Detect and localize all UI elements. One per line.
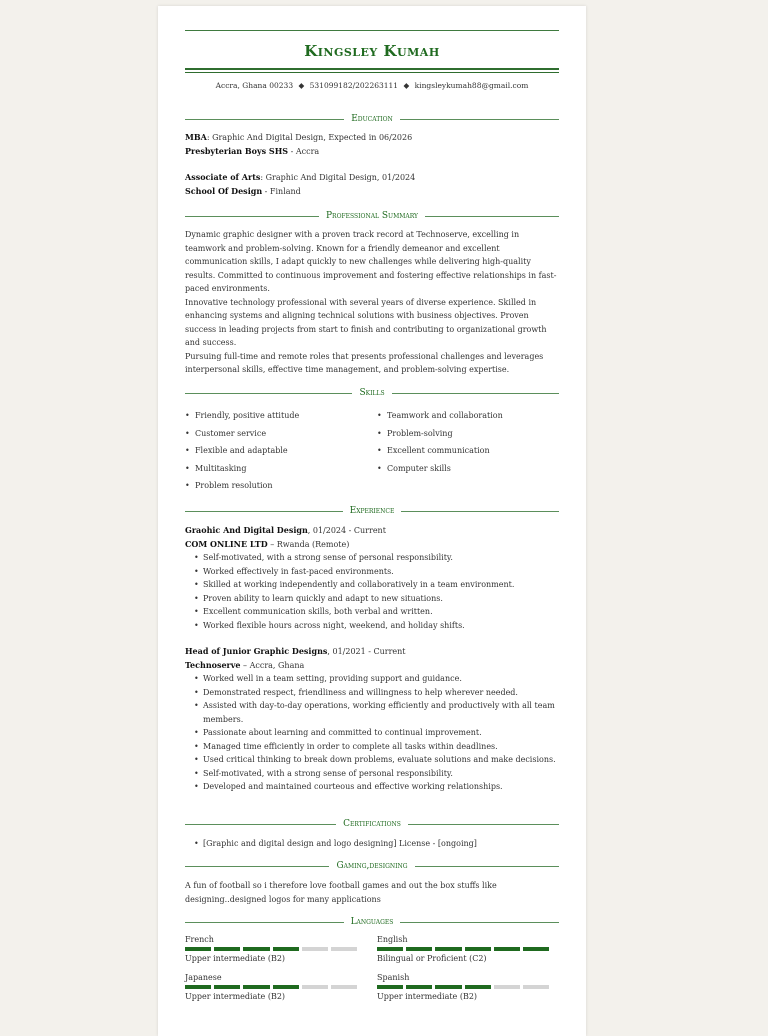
summary-paragraph: Innovative technology professional with several years of diverse experience. Skilled in enhancing systems and aligning technical solutions with business objectives. Proven success in leading projects from start to finish and contributing to organizational growth and success.: [185, 297, 547, 347]
education-school: School Of Design: [185, 185, 263, 196]
level-segment-filled: [243, 947, 269, 951]
job-dates: , 01/2024 - Current: [307, 526, 386, 535]
header-rule-bottom-thin: [185, 72, 559, 73]
education-degree: MBA: [185, 132, 207, 142]
language-level-bar: [377, 947, 549, 951]
summary-paragraph: Pursuing full-time and remote roles that presents professional challenges and leverages interpersonal skills, effective time management, and problem-solving expertise.: [185, 351, 544, 374]
skill-item: • Multitasking: [185, 462, 365, 480]
skill-item: • Teamwork and collaboration: [377, 409, 557, 427]
level-segment-filled: [185, 985, 211, 989]
job-bullet: • Developed and maintained courteous and effective working relationships.: [203, 780, 559, 794]
education-location: - Finland: [262, 186, 301, 196]
skills-column-left: [185, 409, 365, 497]
section-heading-languages: Languages: [185, 915, 559, 929]
skill-item: • Customer service: [185, 427, 365, 445]
level-segment-filled: [435, 947, 461, 951]
summary-paragraph: Dynamic graphic designer with a proven track record at Technoserve, excelling in teamwork and problem-solving. Known for a friendly demeanor and excellent communication skills, I adapt quickly to new challenges while delivering high-quality results. Committed to continuous improvement and fostering effective relationships in fast-paced environments.: [185, 230, 557, 293]
level-segment-filled: [406, 985, 432, 989]
education-field: : Graphic And Digital Design, Expected in 06/2026: [206, 133, 413, 142]
job-bullet: • Passionate about learning and committed to continual improvement.: [203, 726, 559, 740]
job-bullet: • Self-motivated, with a strong sense of personal responsibility.: [203, 551, 559, 565]
level-segment-filled: [406, 947, 432, 951]
section-heading-summary: Professional Summary: [185, 209, 559, 223]
candidate-name: Kingsley Kumah: [304, 42, 440, 60]
job-location: – Rwanda (Remote): [267, 539, 350, 549]
level-segment-empty: [302, 947, 328, 951]
level-segment-filled: [465, 947, 491, 951]
contact-address: Accra, Ghana 00233: [215, 81, 294, 90]
job-bullet: • Worked well in a team setting, providing support and guidance.: [203, 672, 559, 686]
language-name: Japanese: [185, 973, 222, 982]
section-heading-experience: Experience: [185, 504, 559, 518]
job-company: COM ONLINE LTD: [185, 538, 268, 549]
level-segment-filled: [273, 985, 299, 989]
job-location: – Accra, Ghana: [240, 660, 305, 670]
language-entry: [377, 935, 549, 963]
language-level: Bilingual or Proficient (C2): [377, 954, 487, 963]
job-entry: [185, 524, 559, 632]
language-level-bar: [185, 947, 357, 951]
level-segment-filled: [273, 947, 299, 951]
skill-item: • Excellent communication: [377, 444, 557, 462]
job-bullets: [185, 672, 559, 794]
job-bullet: • Assisted with day-to-day operations, working efficiently and productively with all team members.: [203, 699, 559, 726]
diamond-separator-icon: ◆: [403, 81, 410, 90]
education-degree: Associate of Arts: [185, 172, 261, 182]
job-company: Technoserve: [185, 659, 241, 670]
level-segment-filled: [377, 985, 403, 989]
diamond-separator-icon: ◆: [298, 81, 305, 90]
job-dates: , 01/2021 - Current: [327, 647, 406, 656]
skills-column-right: [377, 409, 557, 479]
job-bullet: • Managed time efficiently in order to complete all tasks within deadlines.: [203, 740, 559, 754]
job-bullet: • Used critical thinking to break down problems, evaluate solutions and make decisions.: [203, 753, 559, 767]
language-entry: [377, 973, 549, 1001]
section-heading-gaming: Gaming,designing: [185, 859, 559, 873]
contact-phone: 531099182/202263111: [309, 81, 399, 90]
education-entry: [185, 171, 559, 198]
job-title: Head of Junior Graphic Designs: [185, 646, 328, 656]
language-level: Upper intermediate (B2): [185, 992, 286, 1001]
skill-item: • Problem resolution: [185, 479, 365, 497]
language-level: Upper intermediate (B2): [185, 954, 286, 963]
language-entry: [185, 935, 357, 963]
education-school: Presbyterian Boys SHS: [185, 145, 289, 156]
summary-text: [185, 228, 559, 377]
job-bullets: [185, 551, 559, 632]
section-heading-certifications: Certifications: [185, 817, 559, 831]
level-segment-filled: [494, 947, 520, 951]
language-name: English: [377, 935, 408, 944]
header-rule-top: [185, 30, 559, 31]
contact-line: [185, 81, 559, 90]
level-segment-empty: [523, 985, 549, 989]
job-bullet: • Demonstrated respect, friendliness and willingness to help wherever needed.: [203, 686, 559, 700]
job-entry: [185, 645, 559, 794]
level-segment-filled: [214, 985, 240, 989]
job-bullet: • Excellent communication skills, both verbal and written.: [203, 605, 559, 619]
level-segment-filled: [243, 985, 269, 989]
section-heading-education: Education: [185, 112, 559, 126]
certification-list: [185, 837, 559, 851]
language-name: Spanish: [377, 973, 410, 982]
job-bullet: • Proven ability to learn quickly and adapt to new situations.: [203, 592, 559, 606]
skill-item: • Friendly, positive attitude: [185, 409, 365, 427]
language-level: Upper intermediate (B2): [377, 992, 478, 1001]
level-segment-filled: [435, 985, 461, 989]
education-entry: [185, 131, 559, 158]
header-rule-bottom: [185, 68, 559, 70]
language-level-bar: [377, 985, 549, 989]
skill-item: • Problem-solving: [377, 427, 557, 445]
level-segment-empty: [494, 985, 520, 989]
resume-page: [158, 6, 586, 1036]
language-level-bar: [185, 985, 357, 989]
education-list: [185, 131, 559, 198]
level-segment-filled: [214, 947, 240, 951]
language-entry: [185, 973, 357, 1001]
level-segment-empty: [302, 985, 328, 989]
level-segment-empty: [331, 985, 357, 989]
level-segment-filled: [523, 947, 549, 951]
level-segment-filled: [465, 985, 491, 989]
level-segment-empty: [331, 947, 357, 951]
job-bullet: • Worked flexible hours across night, weekend, and holiday shifts.: [203, 619, 559, 633]
job-bullet: • Self-motivated, with a strong sense of personal responsibility.: [203, 767, 559, 781]
education-field: : Graphic And Digital Design, 01/2024: [260, 173, 416, 182]
language-name: French: [185, 935, 214, 944]
certification-item: • [Graphic and digital design and logo designing] License - [ongoing]: [203, 837, 559, 851]
job-bullet: • Worked effectively in fast-paced environments.: [203, 565, 559, 579]
contact-email[interactable]: kingsleykumah88@gmail.com: [414, 81, 529, 90]
job-title: Graohic And Digital Design: [185, 525, 308, 535]
level-segment-filled: [185, 947, 211, 951]
job-bullet: • Skilled at working independently and collaboratively in a team environment.: [203, 578, 559, 592]
education-location: - Accra: [288, 146, 320, 156]
section-heading-skills: Skills: [185, 386, 559, 400]
gaming-text: A fun of football so i therefore love football games and out the box stuffs like designing..designed logos for many applications: [185, 881, 497, 904]
skill-item: • Computer skills: [377, 462, 557, 480]
level-segment-filled: [377, 947, 403, 951]
skill-item: • Flexible and adaptable: [185, 444, 365, 462]
